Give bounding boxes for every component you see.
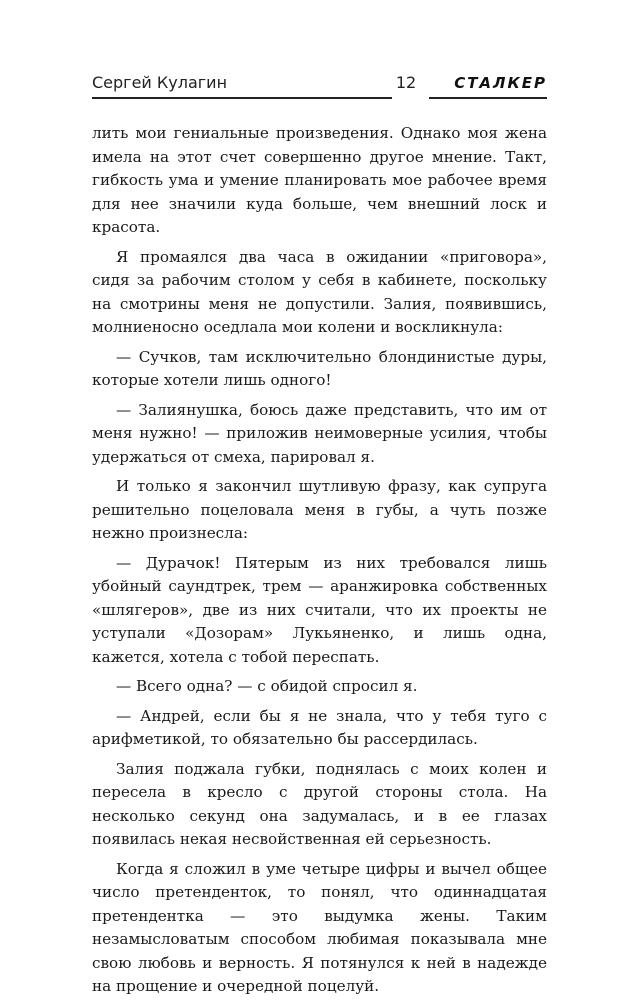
series-title: СТАЛКЕР bbox=[454, 74, 547, 92]
paragraph: И только я закончил шутливую фразу, как супруга решительно поцеловала меня в губы, а чуть позже нежно произнесла: bbox=[92, 477, 547, 542]
dialogue-line: — Всего одна? — с обидой спросил я. bbox=[116, 677, 418, 695]
dialogue-line: — Дурачок! Пятерым из них требовался лишь убойный саундтрек, трем — аранжировка собственных «шлягеров», две из них считали, что их проекты не уступали «Дозорам» Лукьяненко, и лишь одна, кажется, хотела с тобой переспать. bbox=[92, 553, 547, 666]
paragraph: Когда я сложил в уме четыре цифры и вычел общее число претенденток, то понял, что одиннадцатая претендентка — это выдумка жены. Таким незамысловатым способом любимая показывала мне свою любовь и верность. Я потянулся к ней в надежде на прощение и очередной поцелуй. bbox=[92, 859, 547, 995]
page-number: 12 bbox=[395, 73, 417, 92]
paragraph: Я промаялся два часа в ожидании «приговора», сидя за рабочим столом у себя в кабинете, поскольку на смотрины меня не допустили. Залия, появившись, молниеносно оседлала мои колени и воскликнула: bbox=[92, 247, 547, 336]
dialogue-line: — Залиянушка, боюсь даже представить, что им от меня нужно! — приложив неимоверные усилия, чтобы удержаться от смеха, парировал я. bbox=[92, 400, 547, 466]
dialogue-line: — Сучков, там исключительно блондинистые дуры, которые хотели лишь одного! bbox=[92, 347, 547, 389]
paragraph: Залия поджала губки, поднялась с моих колен и пересела в кресло с другой стороны стола. На несколько секунд она задумалась, и в ее глазах появилась некая несвойственная ей серьезность. bbox=[92, 759, 547, 848]
header-rule-right bbox=[429, 97, 547, 99]
body-text bbox=[92, 122, 547, 1005]
paragraph: лить мои гениальные произведения. Однако моя жена имела на этот счет совершенно другое мнение. Такт, гибкость ума и умение планировать мое рабочее время для нее значили куда больше, чем внешний лоск и красота. bbox=[92, 124, 547, 236]
running-header bbox=[92, 73, 547, 99]
dialogue-line: — Андрей, если бы я не знала, что у тебя туго с арифметикой, то обязательно бы рассердилась. bbox=[92, 706, 547, 748]
header-rule-left bbox=[92, 97, 392, 99]
author-name: Сергей Кулагин bbox=[92, 73, 228, 92]
